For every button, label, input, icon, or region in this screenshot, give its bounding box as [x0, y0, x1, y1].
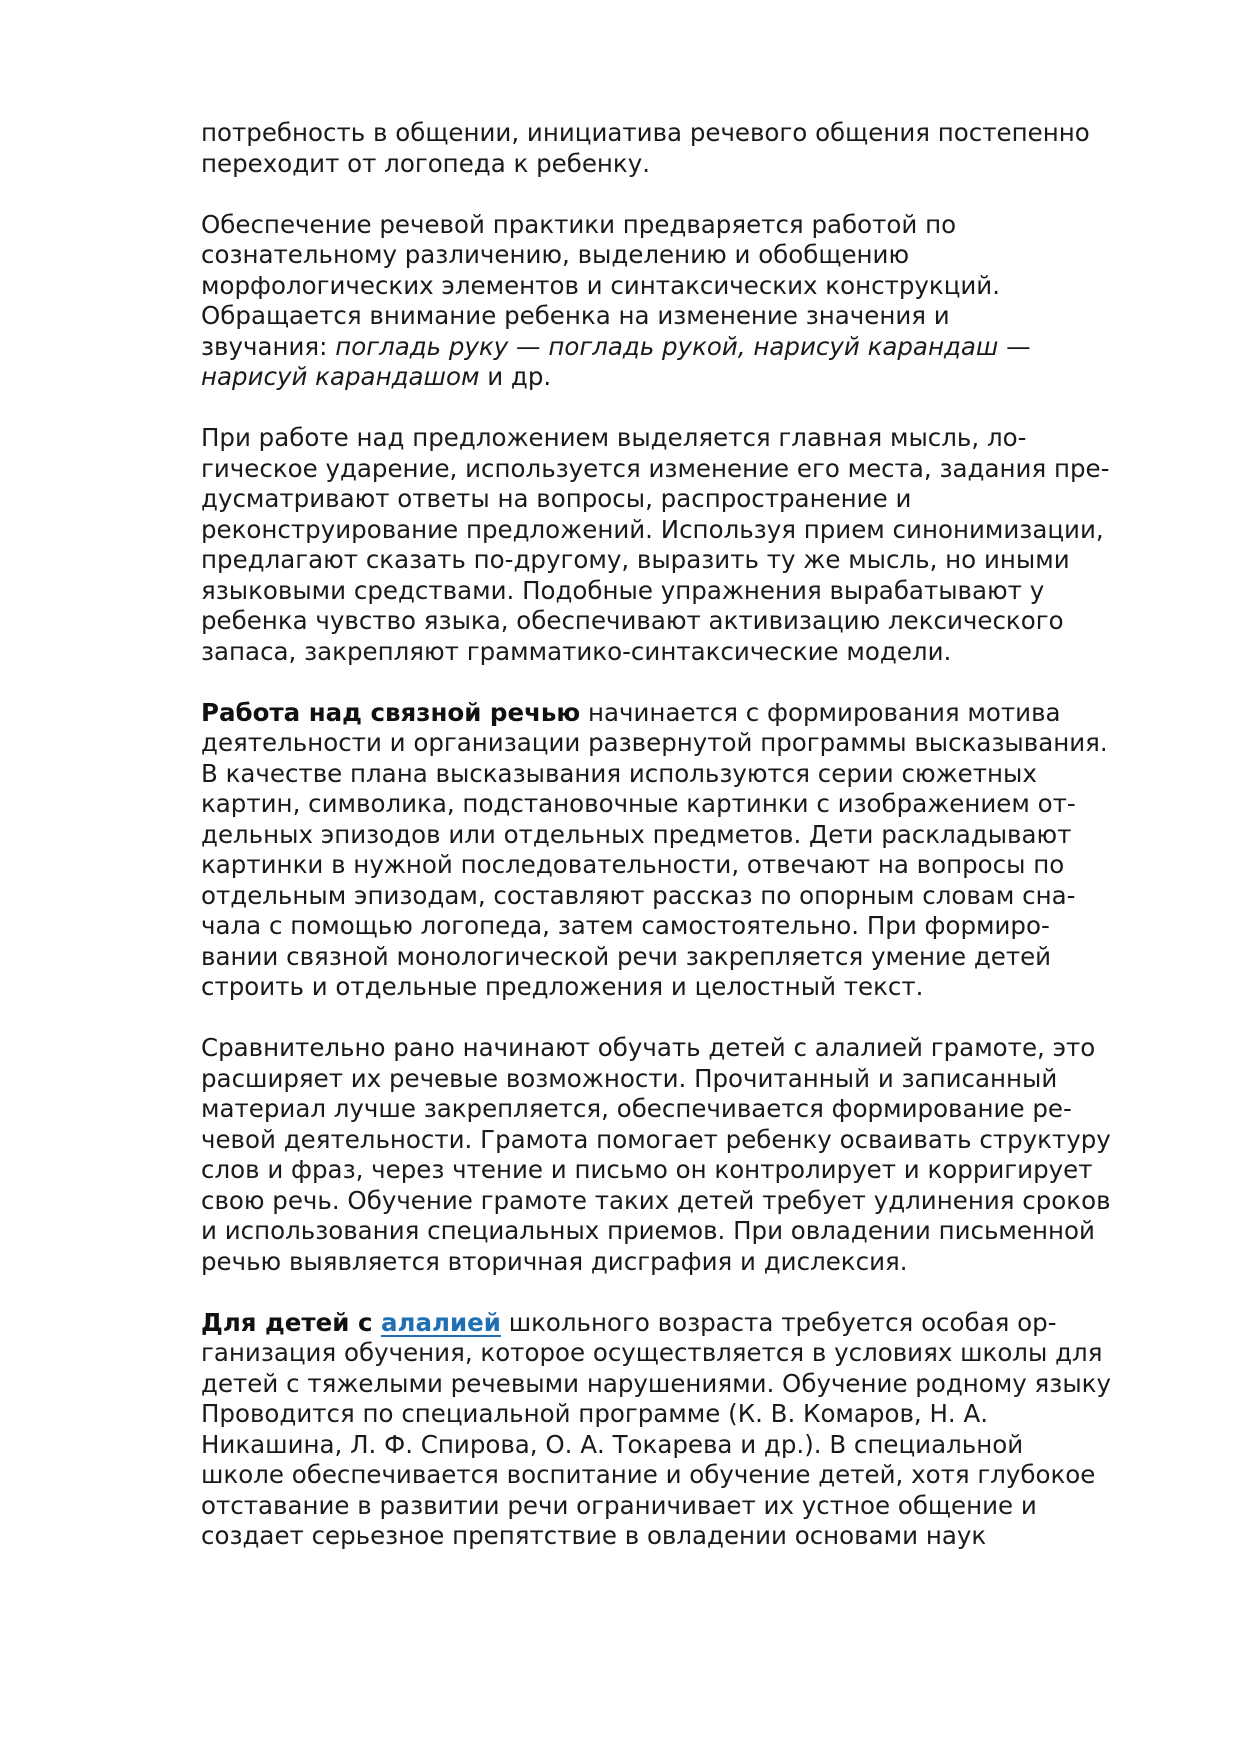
paragraph-4-line-2: деятельности и организации развернутой программы высказывания. [201, 728, 1108, 757]
section-heading-school-age: Для детей с [201, 1307, 381, 1337]
paragraph-6-line-3: детей с тяжелыми речевыми нарушениями. Обучение родному языку [201, 1368, 1111, 1398]
paragraph-3-line-3: дусматривают ответы на вопросы, распространение и [201, 484, 912, 513]
paragraph-4-line-5: дельных эпизодов или отдельных предметов. Дети раскладывают [201, 819, 1072, 849]
paragraph-6-line-2: ганизация обучения, которое осуществляется в условиях школы для [201, 1338, 1103, 1367]
paragraph-5-line-6: свою речь. Обучение грамоте таких детей требует удлинения сроков [201, 1185, 1111, 1215]
paragraph-4-line-3: В качестве плана высказывания используются серии сюжетных [201, 758, 1037, 788]
example-italic-2: нарисуй карандашом [201, 362, 480, 391]
alalia-link[interactable]: алалией [381, 1307, 501, 1337]
paragraph-5 [201, 1033, 1131, 1277]
paragraph-6-line-1 [201, 1308, 1131, 1339]
section-heading-connected-speech: Работа над связной речью [201, 697, 581, 727]
paragraph-4-line-1 [201, 698, 1131, 729]
paragraph-2-line-5 [201, 332, 1131, 363]
paragraph-2-line-1: Обеспечение речевой практики предваряется работой по [201, 209, 957, 239]
paragraph-6 [201, 1308, 1131, 1552]
paragraph-5-line-1: Сравнительно рано начинают обучать детей с алалией грамоте, это [201, 1033, 1096, 1062]
paragraph-3-line-4: реконструирование предложений. Используя прием синонимизации, [201, 514, 1104, 544]
paragraph-5-line-5: слов и фраз, через чтение и письмо он контролирует и корригирует [201, 1155, 1093, 1184]
paragraph-4-line-7: отдельным эпизодам, составляют рассказ по опорным словам сна- [201, 880, 1076, 910]
paragraph-2-line-6 [201, 362, 1131, 393]
paragraph-4-line-8: чала с помощью логопеда, затем самостоятельно. При формиро- [201, 911, 1050, 940]
paragraph-3-line-6: языковыми средствами. Подобные упражнения вырабатывают у [201, 575, 1045, 605]
paragraph-5-line-8: речью выявляется вторичная дисграфия и дислексия. [201, 1246, 908, 1276]
paragraph-4 [201, 698, 1131, 1003]
paragraph-2 [201, 210, 1131, 393]
paragraph-4-line-4: картин, символика, подстановочные картинки с изображением от- [201, 789, 1076, 818]
paragraph-2-line-5-text: звучания: [201, 331, 336, 361]
paragraph-4-line-1-text: начинается с формирования мотива [580, 697, 1061, 727]
paragraph-2-line-2: сознательному различению, выделению и обобщению [201, 240, 910, 269]
paragraph-2-line-3: морфологических элементов и синтаксических конструкций. [201, 270, 1001, 300]
paragraph-6-line-4: Проводится по специальной программе (К. В. Комаров, Н. А. [201, 1399, 989, 1428]
paragraph-5-line-3: материал лучше закрепляется, обеспечивается формирование ре- [201, 1094, 1072, 1123]
paragraph-6-line-6: школе обеспечивается воспитание и обучение детей, хотя глубокое [201, 1460, 1096, 1489]
paragraph-5-line-4: чевой деятельности. Грамота помогает ребенку осваивать структуру [201, 1124, 1111, 1154]
paragraph-4-line-10: строить и отдельные предложения и целостный текст. [201, 972, 924, 1001]
paragraph-6-line-7: отставание в развитии речи ограничивает их устное общение и [201, 1490, 1037, 1520]
paragraph-3-line-8: запаса, закрепляют грамматико-синтаксические модели. [201, 636, 952, 666]
paragraph-3-line-5: предлагают сказать по-другому, выразить ту же мысль, но иными [201, 545, 1070, 574]
document-body [201, 118, 1131, 1582]
example-italic-1: погладь руку — погладь рукой, нарисуй карандаш — [335, 331, 1031, 361]
paragraph-5-line-7: и использования специальных приемов. При овладении письменной [201, 1216, 1095, 1245]
paragraph-6-line-5: Никашина, Л. Ф. Спирова, О. А. Токарева и др.). В специальной [201, 1429, 1024, 1459]
paragraph-1-line-2: переходит от логопеда к ребенку. [201, 148, 651, 178]
paragraph-3-line-2: гическое ударение, используется изменение его места, задания пре- [201, 453, 1110, 483]
paragraph-5-line-2: расширяет их речевые возможности. Прочитанный и записанный [201, 1063, 1058, 1093]
paragraph-4-line-9: вании связной монологической речи закрепляется умение детей [201, 941, 1052, 971]
paragraph-6-line-1-text: школьного возраста требуется особая ор- [500, 1307, 1057, 1337]
paragraph-6-line-8: создает серьезное препятствие в овладении основами наук [201, 1521, 987, 1550]
paragraph-2-line-6-text: и др. [479, 362, 552, 391]
paragraph-3-line-7: ребенка чувство языка, обеспечивают активизацию лексического [201, 606, 1064, 635]
paragraph-3 [201, 423, 1131, 667]
paragraph-1 [201, 118, 1131, 179]
paragraph-2-line-4: Обращается внимание ребенка на изменение значения и [201, 301, 950, 330]
paragraph-3-line-1: При работе над предложением выделяется главная мысль, ло- [201, 423, 1027, 452]
paragraph-4-line-6: картинки в нужной последовательности, отвечают на вопросы по [201, 850, 1065, 879]
paragraph-1-line-1: потребность в общении, инициатива речевого общения постепенно [201, 118, 1090, 147]
